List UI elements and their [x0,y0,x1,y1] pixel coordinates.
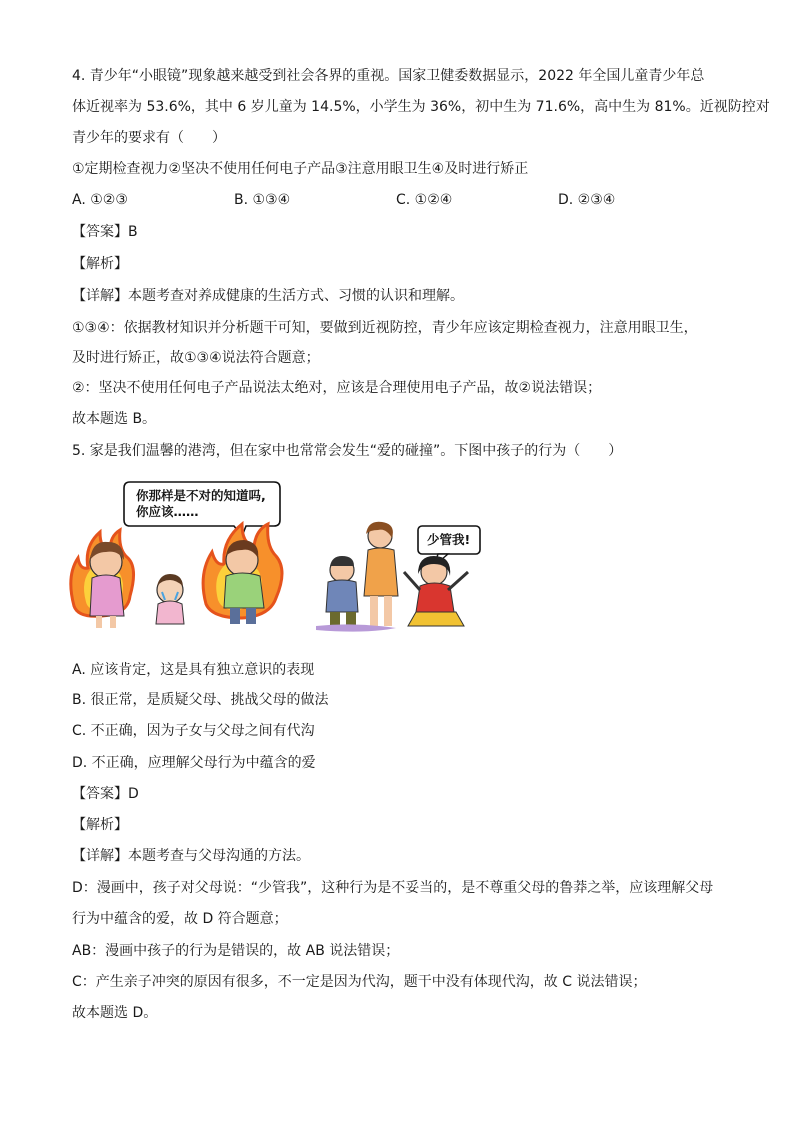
speech-bubble-father-line-2: 你应该…… [136,504,199,519]
q4-detail: 【详解】本题考查对养成健康的生活方式、习惯的认识和理解。 [72,288,464,304]
q4-conclusion: 故本题选 B。 [72,411,157,427]
family-conflict-cartoon [66,476,496,636]
q4-statements: ①定期检查视力②坚决不使用任何电子产品③注意用眼卫生④及时进行矫正 [72,161,529,177]
cartoon-drawing [66,476,496,636]
q4-option-a: A. ①②③ [72,192,128,208]
speech-bubble-girl: 少管我! [427,532,471,547]
q4-stem-line-2: 体近视率为 53.6%，其中 6 岁儿童为 14.5%，小学生为 36%，初中生为 71.6%，高中生为 81%。近视防控对 [72,99,770,115]
q5-explain-1-line-1: D：漫画中，孩子对父母说：“少管我”，这种行为是不妥当的，是不尊重父母的鲁莽之举，应该理解父母 [72,880,714,896]
q5-explain-1-line-2: 行为中蕴含的爱，故 D 符合题意； [72,911,288,927]
q5-stem: 5. 家是我们温馨的港湾，但在家中也常常会发生“爱的碰撞”。下图中孩子的行为（ ） [72,443,623,459]
q4-analysis-label: 【解析】 [72,256,128,272]
q4-option-d: D. ②③④ [558,192,616,208]
speech-bubble-father-line-1: 你那样是不对的知道吗, [136,488,266,503]
q5-explain-2: AB：漫画中孩子的行为是错误的，故 AB 说法错误； [72,943,400,959]
q5-detail: 【详解】本题考查与父母沟通的方法。 [72,848,310,864]
q5-option-b: B. 很正常，是质疑父母、挑战父母的做法 [72,692,329,708]
q5-analysis-label: 【解析】 [72,817,128,833]
q4-stem-line-1: 4. 青少年“小眼镜”现象越来越受到社会各界的重视。国家卫健委数据显示，2022 年全国儿童青少年总 [72,68,705,84]
q5-option-c: C. 不正确，因为子女与父母之间有代沟 [72,723,315,739]
q4-explain-2: ②：坚决不使用任何电子产品说法太绝对，应该是合理使用电子产品，故②说法错误； [72,380,602,396]
q4-answer: 【答案】B [72,224,138,240]
q5-explain-3: C：产生亲子冲突的原因有很多，不一定是因为代沟，题干中没有体现代沟，故 C 说法错误； [72,974,647,990]
q5-option-d: D. 不正确，应理解父母行为中蕴含的爱 [72,755,316,771]
q4-stem-line-3: 青少年的要求有（ ） [72,130,226,146]
q4-explain-1-line-1: ①③④：依据教材知识并分析题干可知，要做到近视防控，青少年应该定期检查视力，注意用眼卫生， [72,320,698,336]
q4-option-b: B. ①③④ [234,192,291,208]
q4-option-c: C. ①②④ [396,192,453,208]
q4-explain-1-line-2: 及时进行矫正，故①③④说法符合题意； [72,350,320,366]
q5-answer: 【答案】D [72,786,139,802]
q5-conclusion: 故本题选 D。 [72,1005,158,1021]
q5-option-a: A. 应该肯定，这是具有独立意识的表现 [72,662,315,678]
